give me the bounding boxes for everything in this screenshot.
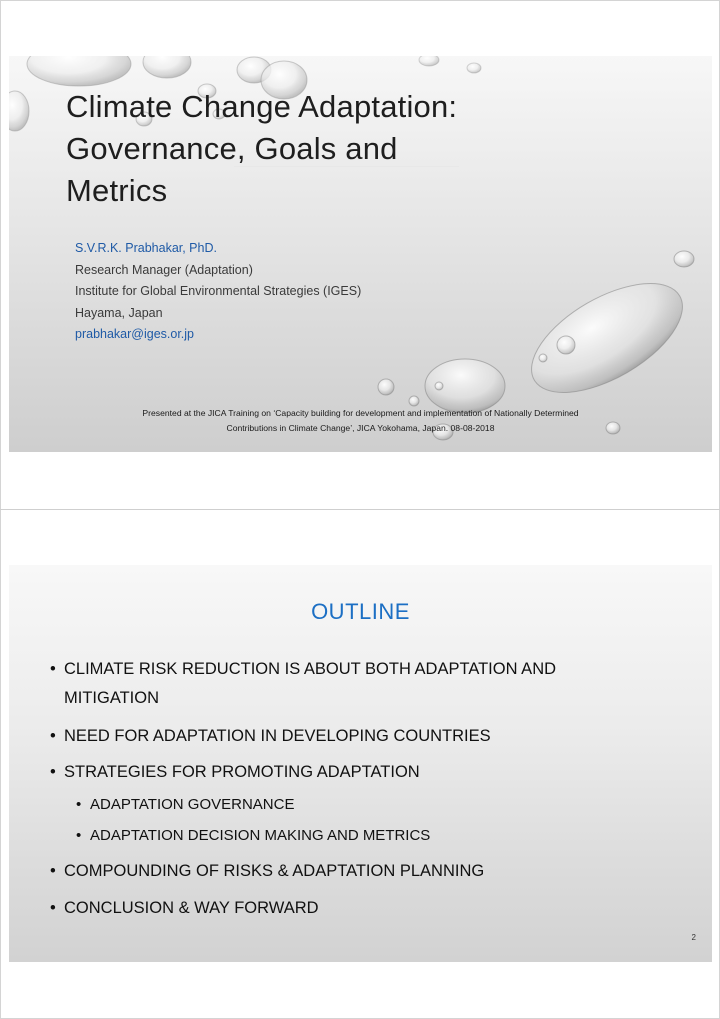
sub-bullet-item: [76, 796, 294, 813]
bullet-glyph: •: [50, 727, 56, 745]
author-location: Hayama, Japan: [75, 305, 163, 320]
bullet-glyph: •: [50, 899, 56, 917]
title-line-1: Climate Change Adaptation:: [66, 89, 458, 124]
bullet-item: [50, 660, 556, 679]
bullet-glyph: •: [50, 763, 56, 781]
author-block: [75, 238, 361, 346]
title-slide: [9, 56, 712, 452]
bullet-text: COMPOUNDING OF RISKS & ADAPTATION PLANNING: [64, 862, 485, 880]
bullet-glyph: •: [50, 862, 56, 880]
bullet-text: CLIMATE RISK REDUCTION IS ABOUT BOTH ADAPTATION AND: [64, 660, 557, 678]
bullet-text: STRATEGIES FOR PROMOTING ADAPTATION: [64, 763, 420, 781]
slide-title: [66, 86, 486, 212]
bullet-item: [50, 862, 484, 881]
outline-title: OUTLINE: [311, 599, 410, 624]
bullet-glyph: •: [76, 796, 82, 813]
author-name: S.V.R.K. Prabhakar, PhD.: [75, 241, 217, 255]
sub-bullet-item: [76, 827, 430, 844]
author-institute: Institute for Global Environmental Strategies (IGES): [75, 284, 362, 298]
bullet-glyph: •: [76, 827, 82, 844]
bullet-text: ADAPTATION DECISION MAKING AND METRICS: [90, 827, 431, 844]
outline-slide: [9, 565, 712, 962]
page-divider: [0, 509, 720, 510]
bullet-item: [50, 899, 319, 918]
title-line-3: Metrics: [66, 173, 168, 208]
bullet-continuation: [64, 689, 159, 708]
bullet-text: MITIGATION: [64, 689, 160, 707]
presented-line-2: Contributions in Climate Change’, JICA Yokohama, Japan. 08-08-2018: [226, 423, 495, 433]
bullet-item: [50, 763, 420, 782]
presented-line-1: Presented at the JICA Training on ‘Capacity building for development and implementation of Nationally Determined: [142, 408, 579, 418]
author-email-link[interactable]: prabhakar@iges.or.jp: [75, 327, 195, 341]
bullet-text: ADAPTATION GOVERNANCE: [90, 796, 295, 813]
title-rule: [234, 166, 459, 167]
bullet-item: [50, 727, 491, 746]
author-role: Research Manager (Adaptation): [75, 262, 253, 277]
slide-number: 2: [691, 933, 696, 942]
title-line-2: Governance, Goals and: [66, 131, 398, 166]
bullet-glyph: •: [50, 660, 56, 678]
bullet-text: NEED FOR ADAPTATION IN DEVELOPING COUNTRIES: [64, 727, 491, 745]
bullet-text: CONCLUSION & WAY FORWARD: [64, 899, 319, 917]
presented-at-note: [9, 406, 712, 436]
